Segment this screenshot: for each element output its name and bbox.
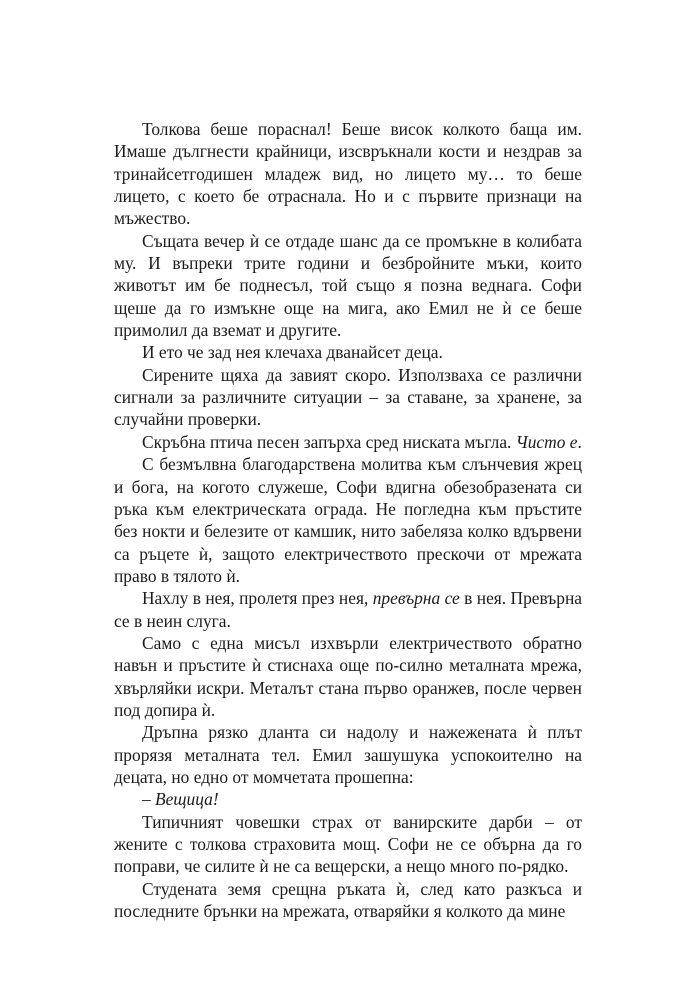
italic-text: Чисто е [515,431,578,452]
paragraph [114,811,582,878]
italic-text: превърна се [372,588,460,609]
text-run: И ето че зад нея клечаха дванайсет деца. [142,342,443,363]
paragraph [114,632,582,721]
text-run: Типичният човешки страх от ванирските дарби – от жените с толкова страховита мощ. Софи не се обърна да го поправи, че силите ѝ не са вещерски, а нещо много по-рядко. [114,811,582,877]
text-run: . [577,431,582,452]
paragraph [114,587,582,632]
paragraph [114,431,582,453]
paragraph [114,721,582,788]
paragraph [114,453,582,587]
text-run: Студената земя срещна ръката ѝ, след като разкъса и последните брънки на мрежата, отваряйки я колкото да мине [114,878,582,922]
text-run: Толкова беше пораснал! Беше висок колкото баща им. Имаше дългнести крайници, изсвръкнали кости и нездрав за тринайсетгодишен младеж вид, но лицето му… то беше лицето, с което бе отраснала. Но и с първите признаци на мъжество. [114,119,582,229]
paragraph [114,230,582,342]
paragraph [114,878,582,923]
text-run: Само с една мисъл изхвърли електричеството обратно навън и пръстите ѝ стиснаха още по-силно металната мрежа, хвърляйки искри. Металът стана първо оранжев, после червен под допира ѝ. [114,632,582,720]
text-run: Скръбна птича песен запърха сред ниската мъгла. [142,431,516,452]
italic-text: Вещица! [155,789,219,810]
text-run: Нахлу в нея, пролетя през нея, [142,588,373,609]
text-run: Сирените щяха да завият скоро. Използваха се различни сигнали за различните ситуации – за ставане, за хранене, за случайни проверки. [114,364,582,430]
text-run: С безмълвна благодарствена молитва към слънчевия жрец и бога, на когото служеше, Софи вдигна обезобразената си ръка към електрическата ограда. Не погледна към пръстите без нокти и белезите от камшик, нито забеляза колко вдървени са ръцете ѝ, защото електричеството прескочи от мрежата право в тялото ѝ. [114,454,582,586]
text-run: Същата вечер ѝ се отдаде шанс да се промъкне в колибата му. И въпреки трите години и безбройните мъки, които животът им бе поднесъл, той също я позна веднага. Софи щеше да го измъкне още на мига, ако Емил не ѝ се беше примолил да вземат и другите. [114,230,582,341]
text-run: в нея. Превърна се в неин слуга. [114,588,583,631]
text-run: Дръпна рязко дланта си надолу и нажежената ѝ плът прорязя металната тел. Емил зашушука успокоително на децата, но едно от момчетата прошепна: [114,722,582,787]
paragraph [114,364,582,431]
paragraph [114,341,582,363]
paragraph [114,788,582,810]
text-run: – [142,789,156,810]
paragraph [114,118,582,230]
body-text [114,118,582,922]
